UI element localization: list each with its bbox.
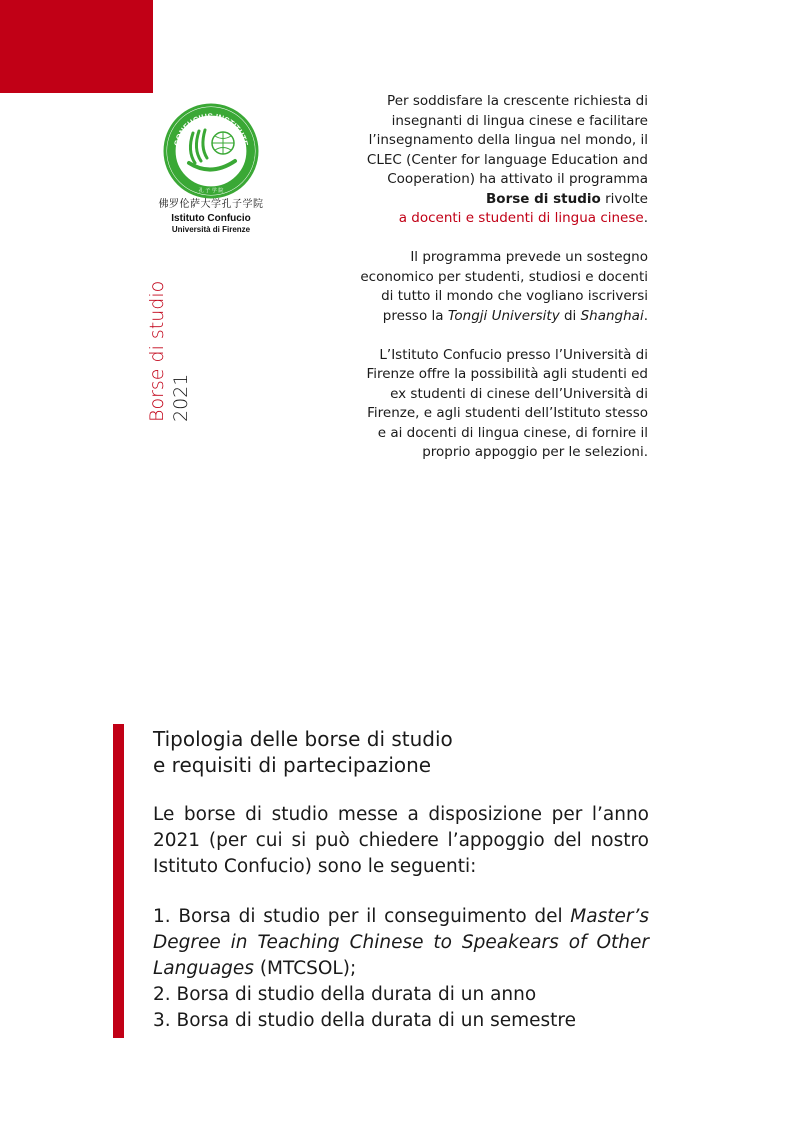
intro-p1-tail: rivolte xyxy=(600,190,648,207)
list-item: 3. Borsa di studio della durata di un semestre xyxy=(153,1010,576,1031)
section-heading-line-1: Tipologia delle borse di studio xyxy=(153,727,453,751)
intro-p2-mid: di xyxy=(559,307,581,324)
list-item-1-degree: Master’s Degree in Teaching Chinese to Speakears of Other Languages xyxy=(153,906,649,979)
vertical-title-label: Borse di studio xyxy=(146,280,168,422)
vertical-title xyxy=(145,262,193,422)
intro-p1-end: . xyxy=(643,210,648,226)
intro-p2-city: Shanghai xyxy=(580,307,644,324)
list-item xyxy=(153,904,649,982)
scholarship-list xyxy=(153,904,649,1034)
list-item: 2. Borsa di studio della durata di un anno xyxy=(153,984,537,1005)
section-accent-bar xyxy=(113,724,124,1038)
intro-p1-bold: Borse di studio xyxy=(486,190,601,207)
intro-paragraph-3: L’Istituto Confucio presso l’Università di Firenze offre la possibilità agli studenti ed ex studenti di cinese dell’Università di Firenze, e agli studenti dell’Istituto stesso e ai docenti di lingua cinese, di fornire il proprio appoggio per le selezioni. xyxy=(366,346,648,460)
red-corner-block xyxy=(0,0,153,93)
intro-p2-university: Tongji University xyxy=(447,307,560,324)
institute-name: Istituto Confucio xyxy=(171,213,251,224)
logo-seal-text: 孔 子 学 院 xyxy=(198,188,224,194)
logo-ring-text: CONFUCIUS INSTITUTE xyxy=(172,111,250,147)
intro-paragraph-1 xyxy=(360,92,648,229)
list-item-1-text: 1. Borsa di studio per il conseguimento del xyxy=(153,906,571,927)
institute-university: Università di Firenze xyxy=(171,225,251,234)
intro-p2-end: . xyxy=(643,307,648,324)
confucius-institute-logo-icon xyxy=(163,103,259,199)
institute-chinese-name: 佛罗伦萨大学孔子学院 xyxy=(158,199,264,210)
intro-paragraph-2 xyxy=(360,248,648,326)
list-item-1-tail: (MTCSOL); xyxy=(253,958,357,979)
intro-p1-highlight: a docenti e studenti di lingua cinese xyxy=(398,210,644,226)
section-heading xyxy=(153,726,649,778)
section-heading-line-2: e requisiti di partecipazione xyxy=(153,753,432,777)
intro-p2-text: Il programma prevede un sostegno economico per studenti, studiosi e docenti di tutto il mondo che vogliano iscriversi presso la xyxy=(360,249,648,324)
section-body: Le borse di studio messe a disposizione per l’anno 2021 (per cui si può chiedere l’appoggio del nostro Istituto Confucio) sono le seguenti: xyxy=(153,804,649,877)
scholarship-section xyxy=(153,726,649,1034)
intro-p1-text: Per soddisfare la crescente richiesta di insegnanti di lingua cinese e facilitare l’insegnamento della lingua nel mondo, il CLEC (Center for language Education and Cooperation) ha attivato il programma xyxy=(366,93,648,187)
vertical-title-year: 2021 xyxy=(170,373,192,422)
intro-text xyxy=(360,92,648,482)
